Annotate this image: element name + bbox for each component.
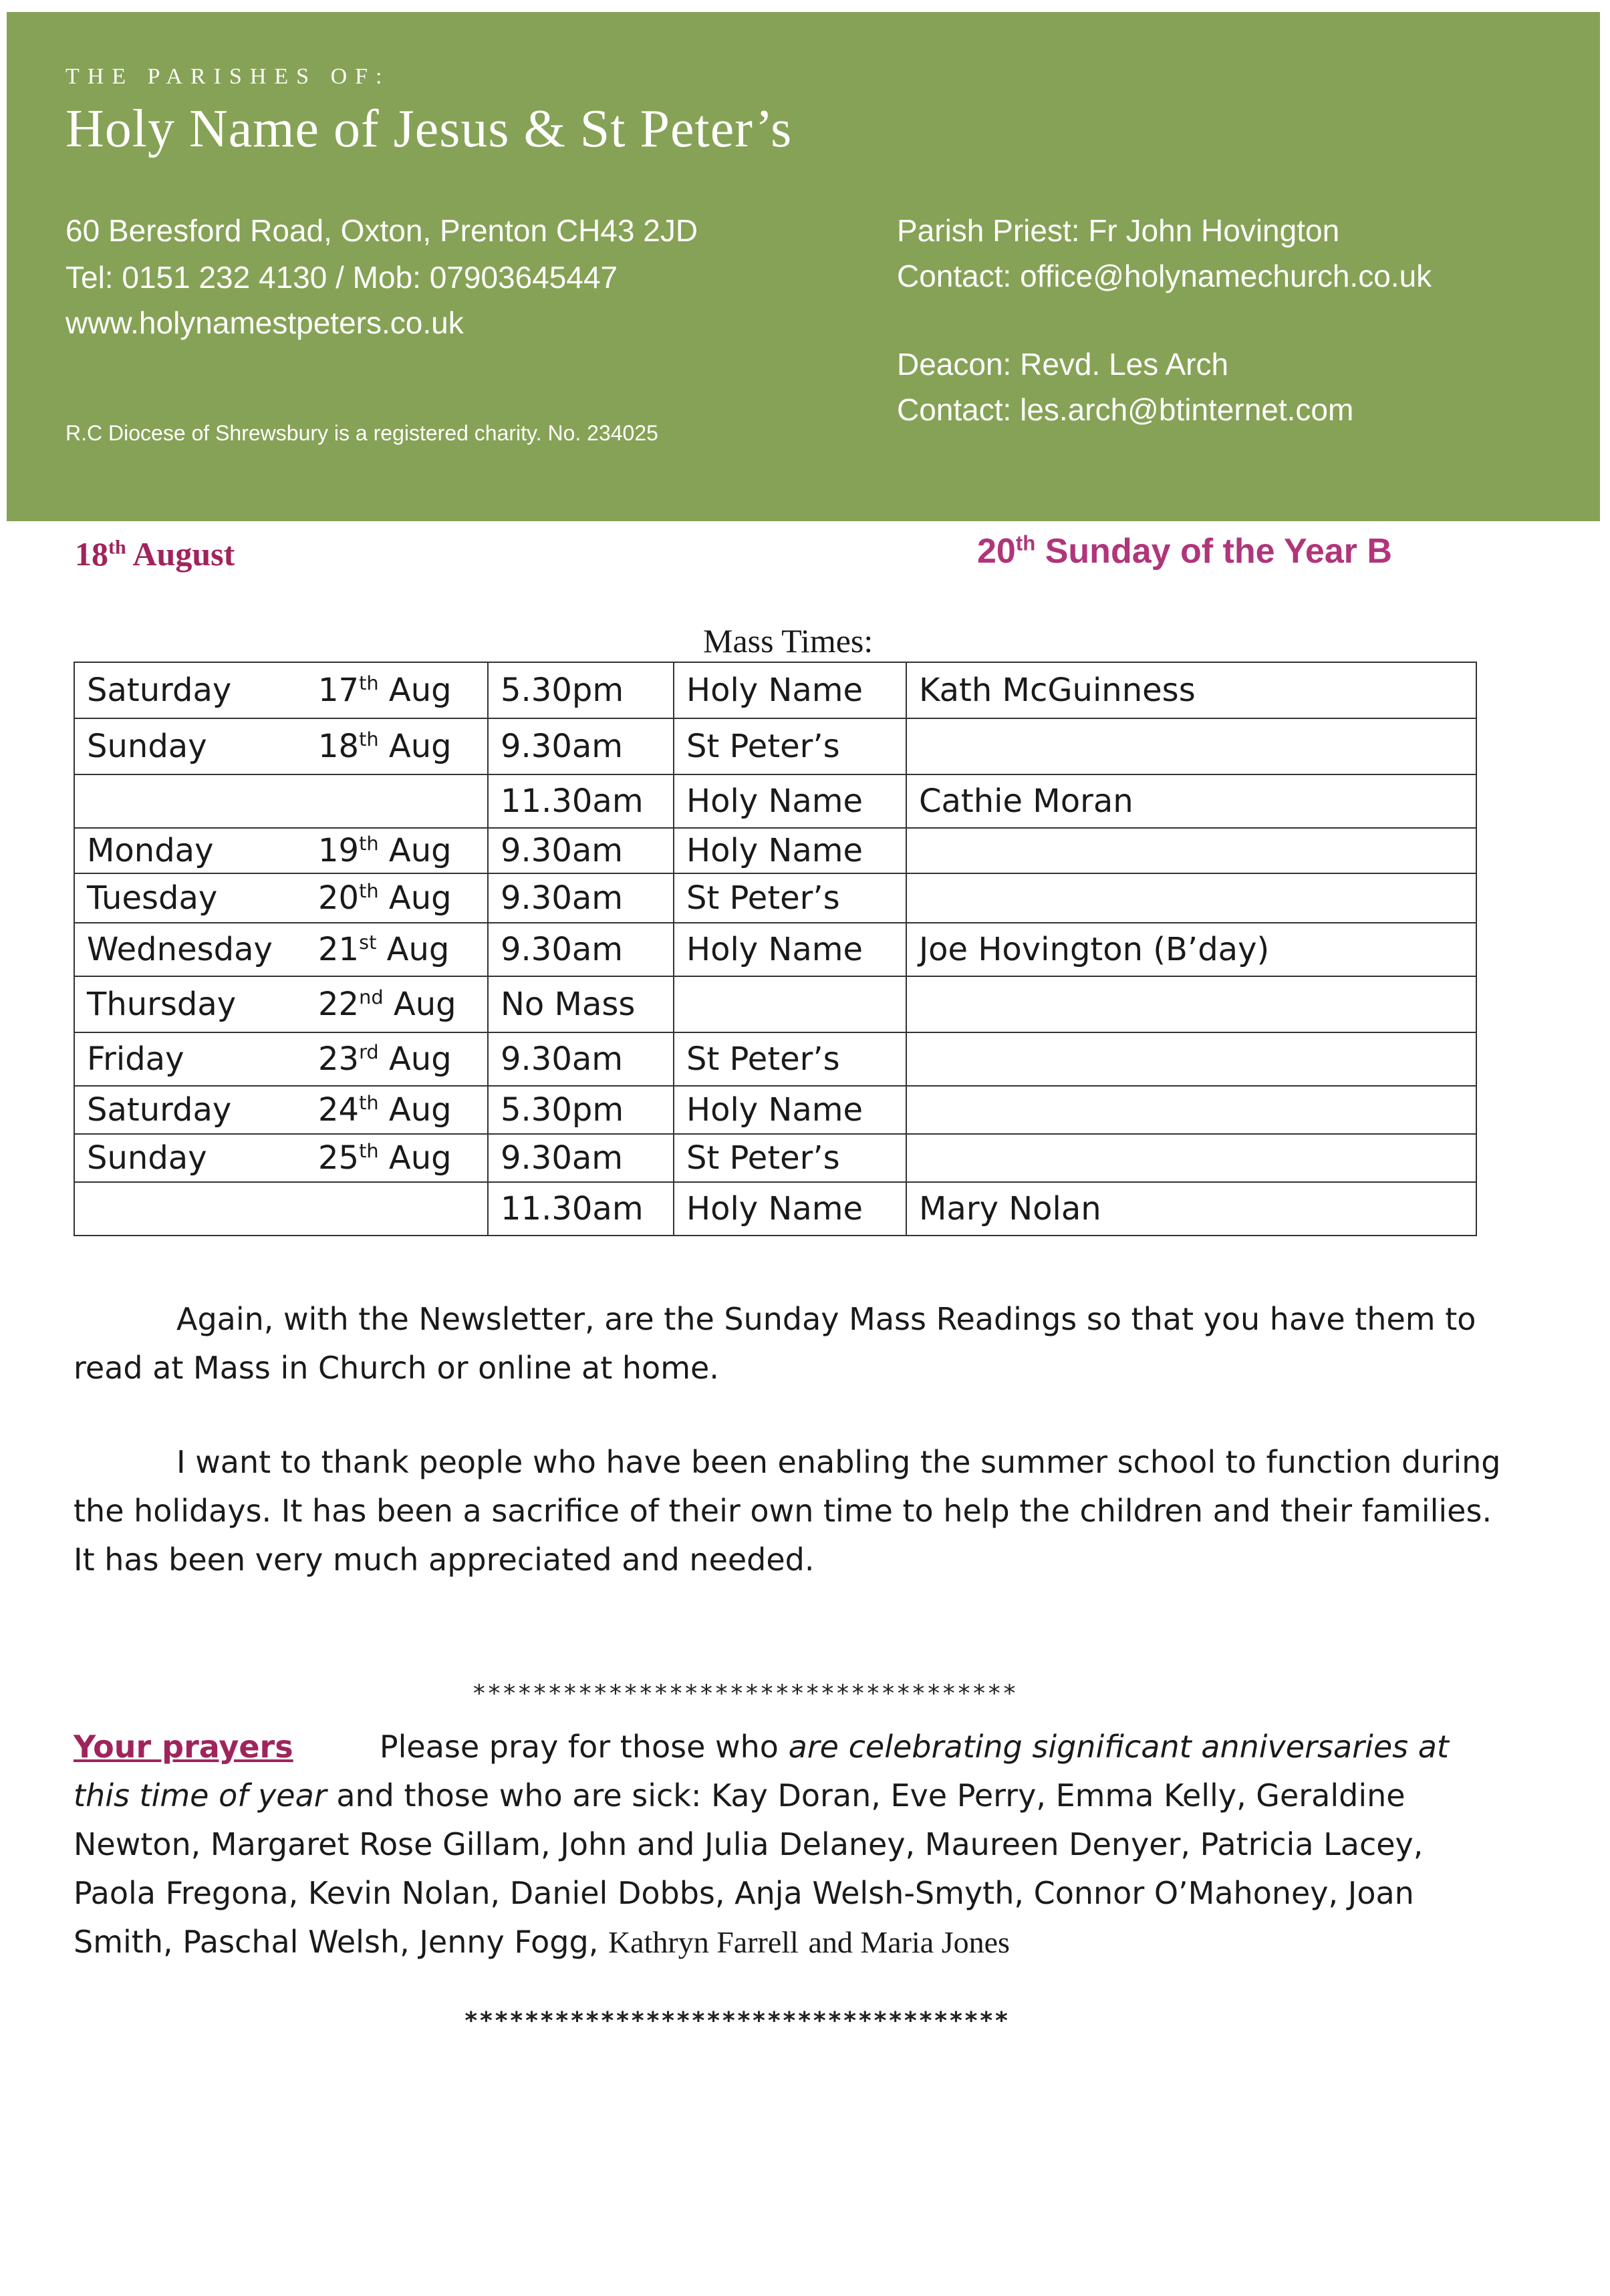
date-month: August <box>132 535 235 573</box>
mass-row <box>74 828 1476 873</box>
mass-church: Holy Name <box>674 923 906 976</box>
thanks-note: I want to thank people who have been enabling the summer school to function during the holidays. It has been a sacrifice of their own time to help the children and their families. It has been very much appreciated and needed. <box>74 1444 1501 1578</box>
mass-row <box>74 1086 1476 1134</box>
mass-date-number: 25 <box>318 1139 360 1177</box>
priest-contact <box>897 258 1432 294</box>
mass-intention <box>906 1134 1476 1182</box>
mass-church: Holy Name <box>674 1182 906 1236</box>
prayers-paragraph <box>74 1723 1510 1967</box>
mass-row <box>74 662 1476 718</box>
mass-date-suffix: th <box>359 672 379 694</box>
mass-date-month: Aug <box>388 728 452 765</box>
mass-day: Friday <box>74 1032 306 1086</box>
mass-date-month: Aug <box>388 1040 452 1078</box>
phone: Tel: 0151 232 4130 / Mob: 07903645447 <box>65 260 618 295</box>
mass-date <box>306 718 488 774</box>
mass-row <box>74 923 1476 976</box>
mass-date-number: 19 <box>318 832 360 869</box>
mass-intention <box>906 828 1476 873</box>
mass-date-number: 23 <box>318 1040 360 1078</box>
prayers-sick-list: and those who are sick: Kay Doran, Eve Perry, Emma Kelly, Geraldine Newton, Margaret Rose Gillam, John and Julia Delaney, Maureen Denyer, Patricia Lacey, Paola Fregona, Kevin Nolan, Daniel Dobbs, Anja Welsh-Smyth, Connor O’Mahoney, Joan Smith, Paschal Welsh, Jenny Fogg, <box>74 1777 1424 1960</box>
mass-intention: Mary Nolan <box>906 1182 1476 1236</box>
parish-title: Holy Name of Jesus & St Peter’s <box>65 100 793 158</box>
mass-date-suffix: th <box>359 832 379 855</box>
mass-intention <box>906 873 1476 923</box>
deacon-contact-label: Contact: <box>897 392 1012 427</box>
mass-day <box>74 1182 306 1236</box>
mass-time: 9.30am <box>488 873 674 923</box>
separator-stars-bottom: ************************************ <box>464 2007 1010 2035</box>
mass-church: Holy Name <box>674 828 906 873</box>
sunday-number: 20 <box>977 532 1016 571</box>
separator-stars: ************************************ <box>472 1680 1018 1707</box>
mass-intention <box>906 976 1476 1032</box>
mass-day <box>74 774 306 828</box>
mass-date-suffix: st <box>359 931 377 954</box>
mass-day: Thursday <box>74 976 306 1032</box>
mass-day: Saturday <box>74 662 306 718</box>
sunday-suffix: th <box>1015 531 1036 555</box>
mass-date-month: Aug <box>393 986 456 1023</box>
priest-name: Fr John Hovington <box>1088 213 1340 248</box>
mass-date-number: 20 <box>318 879 360 917</box>
mass-date <box>306 923 488 976</box>
mass-church: Holy Name <box>674 1086 906 1134</box>
mass-date <box>306 1086 488 1134</box>
mass-day: Saturday <box>74 1086 306 1134</box>
mass-date-number: 24 <box>318 1091 360 1129</box>
prayers-name-serif: Kathryn Farrell <box>608 1925 799 1959</box>
mass-church: St Peter’s <box>674 873 906 923</box>
mass-intention <box>906 1032 1476 1086</box>
mass-date-month: Aug <box>388 879 452 917</box>
date-suffix: th <box>108 536 126 559</box>
newsletter-date <box>75 535 235 573</box>
mass-date-suffix: th <box>359 1091 379 1114</box>
mass-date-suffix: th <box>359 728 379 750</box>
mass-date <box>306 873 488 923</box>
mass-day: Sunday <box>74 1134 306 1182</box>
date-day: 18 <box>75 535 108 573</box>
mass-date <box>306 1182 488 1236</box>
priest-email-link[interactable]: office@holynamechurch.co.uk <box>1020 259 1432 293</box>
mass-church: Holy Name <box>674 662 906 718</box>
header-banner <box>7 12 1600 521</box>
deacon-label: Deacon: <box>897 347 1012 382</box>
mass-day: Monday <box>74 828 306 873</box>
mass-date-month: Aug <box>388 672 452 709</box>
mass-date <box>306 1032 488 1086</box>
mass-date-suffix: th <box>359 1139 379 1162</box>
deacon-email-link[interactable]: les.arch@btinternet.com <box>1020 392 1354 427</box>
mass-date-number: 22 <box>318 986 360 1023</box>
deacon-contact <box>897 392 1353 428</box>
mass-row <box>74 718 1476 774</box>
mass-row <box>74 1134 1476 1182</box>
mass-church: St Peter’s <box>674 718 906 774</box>
mass-intention: Cathie Moran <box>906 774 1476 828</box>
mass-date-suffix: rd <box>359 1040 379 1063</box>
mass-date <box>306 662 488 718</box>
mass-day: Sunday <box>74 718 306 774</box>
mass-date-suffix: th <box>359 879 379 902</box>
mass-date-month: Aug <box>388 832 452 869</box>
mass-time: 5.30pm <box>488 662 674 718</box>
mass-church: Holy Name <box>674 774 906 828</box>
priest-label: Parish Priest: <box>897 213 1080 248</box>
priest-contact-label: Contact: <box>897 259 1012 293</box>
liturgical-sunday <box>977 531 1392 571</box>
mass-date-number: 18 <box>318 728 360 765</box>
deacon-name: Revd. Les Arch <box>1020 347 1229 382</box>
mass-church: St Peter’s <box>674 1032 906 1086</box>
mass-row <box>74 976 1476 1032</box>
mass-date-number: 21 <box>318 931 360 968</box>
address: 60 Beresford Road, Oxton, Prenton CH43 2JD <box>65 213 698 248</box>
mass-intention <box>906 1086 1476 1134</box>
mass-time: 9.30am <box>488 718 674 774</box>
mass-time: 9.30am <box>488 1032 674 1086</box>
mass-date <box>306 976 488 1032</box>
mass-row <box>74 1032 1476 1086</box>
mass-time: 9.30am <box>488 828 674 873</box>
mass-row <box>74 1182 1476 1236</box>
mass-times-caption: Mass Times: <box>703 622 874 660</box>
mass-date <box>306 828 488 873</box>
mass-date-suffix: nd <box>359 986 384 1008</box>
mass-date-month: Aug <box>388 1091 452 1129</box>
mass-intention: Joe Hovington (B’day) <box>906 923 1476 976</box>
prayers-anniversaries: are celebrating significant anniversaries at this time of year <box>74 1729 1449 1814</box>
mass-date-number: 17 <box>318 672 360 709</box>
prayers-title: Your prayers <box>74 1729 293 1765</box>
mass-row <box>74 774 1476 828</box>
deacon <box>897 346 1228 382</box>
mass-time: 9.30am <box>488 1134 674 1182</box>
sunday-title: Sunday of the Year B <box>1045 532 1392 571</box>
readings-note: Again, with the Newsletter, are the Sunday Mass Readings so that you have them to read at Mass in Church or online at home. <box>74 1301 1476 1386</box>
parish-priest <box>897 212 1339 249</box>
prayers-end: and Maria Jones <box>808 1925 1010 1959</box>
mass-intention <box>906 718 1476 774</box>
charity-notice: R.C Diocese of Shrewsbury is a registered charity. No. 234025 <box>65 421 658 445</box>
mass-times-table <box>74 662 1477 1236</box>
parish-kicker: THE PARISHES OF: <box>65 64 390 89</box>
mass-day: Wednesday <box>74 923 306 976</box>
mass-day: Tuesday <box>74 873 306 923</box>
mass-time: 11.30am <box>488 774 674 828</box>
mass-date <box>306 1134 488 1182</box>
mass-intention: Kath McGuinness <box>906 662 1476 718</box>
mass-row <box>74 873 1476 923</box>
mass-date-month: Aug <box>386 931 450 968</box>
mass-time: No Mass <box>488 976 674 1032</box>
mass-church: St Peter’s <box>674 1134 906 1182</box>
mass-time: 5.30pm <box>488 1086 674 1134</box>
mass-time: 11.30am <box>488 1182 674 1236</box>
mass-date <box>306 774 488 828</box>
mass-church <box>674 976 906 1032</box>
mass-date-month: Aug <box>388 1139 452 1177</box>
mass-time: 9.30am <box>488 923 674 976</box>
website-link[interactable]: www.holynamestpeters.co.uk <box>65 305 464 340</box>
prayers-intro: Please pray for those who <box>379 1729 779 1765</box>
